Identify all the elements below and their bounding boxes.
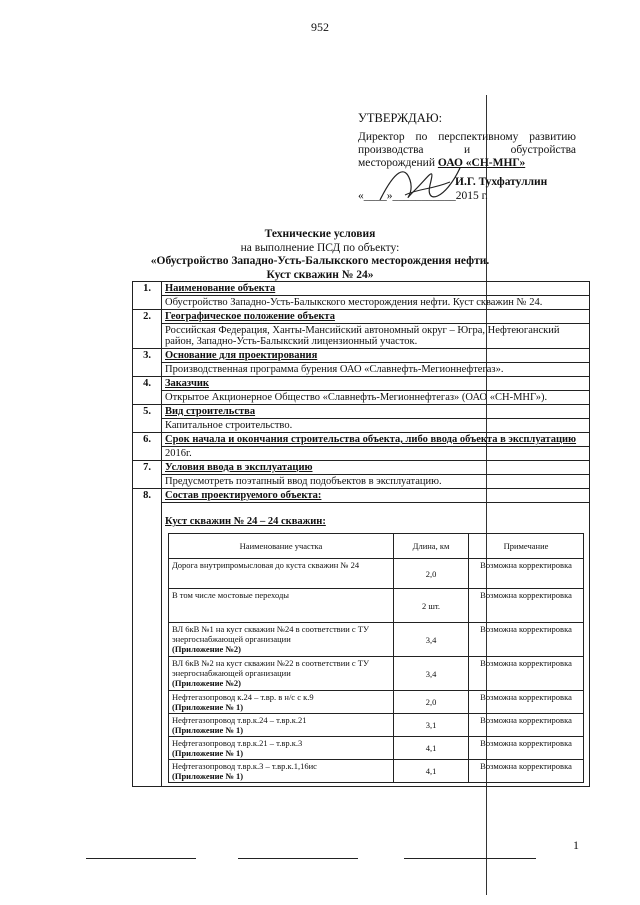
row-name: Нефтегазопровод т.вр.к.21 – т.вр.к.3 — [172, 738, 303, 748]
section-row-head — [133, 349, 590, 363]
footer-line — [86, 858, 196, 859]
section-row-head — [133, 461, 590, 475]
table-row — [169, 714, 584, 737]
approval-position-line2: производства и обустройства — [358, 144, 576, 156]
section-row-head — [133, 433, 590, 447]
row-name: Нефтегазопровод т.вр.к.24 – т.вр.к.21 — [172, 715, 307, 725]
section-row-head — [133, 282, 590, 296]
row-length: 2,0 — [394, 691, 469, 714]
title-line1: Технические условия — [264, 228, 376, 240]
footer-signature-lines — [86, 850, 566, 862]
section-heading: Условия ввода в эксплуатацию — [162, 461, 590, 475]
section-value: Капитальное строительство. — [162, 419, 590, 433]
section-row-value — [133, 296, 590, 310]
row-note: Возможна корректировка — [469, 691, 584, 714]
row-appendix: (Приложение № 1) — [172, 748, 244, 758]
col-header-name: Наименование участка — [169, 534, 394, 559]
section-row-head — [133, 405, 590, 419]
section-number: 5. — [133, 405, 162, 433]
section-row-head — [133, 377, 590, 391]
section-heading: Срок начала и окончания строительства объекта, либо ввода объекта в эксплуатацию — [162, 433, 590, 447]
row-name: Нефтегазопровод к.24 – т.вр. в н/с с к.9 — [172, 692, 314, 702]
well-pad-title: Куст скважин № 24 – 24 скважин: — [165, 516, 326, 527]
approval-position-line3: месторождений — [358, 157, 435, 169]
row-appendix: (Приложение №2) — [172, 644, 242, 654]
section-heading: Заказчик — [162, 377, 590, 391]
document-title — [80, 228, 560, 282]
row-appendix: (Приложение №2) — [172, 678, 242, 688]
approval-organization: ОАО «СН-МНГ» — [437, 157, 526, 169]
section-number: 1. — [133, 282, 162, 310]
row-length: 4,1 — [394, 760, 469, 783]
section-heading: Основание для проектирования — [162, 349, 590, 363]
section-value: 2016г. — [162, 447, 590, 461]
title-line3: «Обустройство Западно-Усть-Балыкского месторождения нефти. — [150, 255, 490, 267]
row-length: 2,0 — [394, 559, 469, 589]
section-value: Обустройство Западно-Усть-Балыкского месторождения нефти. Куст скважин № 24. — [162, 296, 590, 310]
row-length: 4,1 — [394, 737, 469, 760]
row-name: Нефтегазопровод т.вр.к.3 – т.вр.к.1,16ис — [172, 761, 317, 771]
section-value: Российская Федерация, Ханты-Мансийский автономный округ – Югра, Нефтеюганский район, Западно-Усть-Балыкский лицензионный участок. — [162, 324, 590, 349]
footer-line — [404, 858, 536, 859]
row-appendix: (Приложение № 1) — [172, 771, 244, 781]
row-note: Возможна корректировка — [469, 559, 584, 589]
section-value: Предусмотреть поэтапный ввод подобъектов в эксплуатацию. — [162, 475, 590, 489]
section-number: 8. — [133, 489, 162, 787]
row-appendix: (Приложение № 1) — [172, 725, 244, 735]
approval-header: УТВЕРЖДАЮ: — [358, 111, 443, 125]
section-number: 3. — [133, 349, 162, 377]
handwritten-signature — [375, 160, 465, 210]
row-note: Возможна корректировка — [469, 589, 584, 623]
row-length: 3,4 — [394, 657, 469, 691]
signer-name: И.Г. Тухфатуллин — [455, 176, 548, 188]
row-note: Возможна корректировка — [469, 714, 584, 737]
section-row-head — [133, 489, 590, 503]
table-row — [169, 657, 584, 691]
title-line2: на выполнение ПСД по объекту: — [240, 241, 400, 254]
row-name: В том числе мостовые переходы — [172, 590, 290, 600]
well-pad-header-row — [169, 534, 584, 559]
section-row-value — [133, 503, 590, 787]
row-name: ВЛ 6кВ №2 на куст скважин №22 в соответствии с ТУ энергоснабжающей организации — [172, 658, 370, 678]
row-note: Возможна корректировка — [469, 737, 584, 760]
well-pad-table — [168, 533, 584, 783]
approval-position-line1: Директор по перспективному развитию — [358, 131, 576, 143]
table-row — [169, 691, 584, 714]
section-row-value — [133, 419, 590, 433]
section-number: 7. — [133, 461, 162, 489]
section-row-value — [133, 447, 590, 461]
row-length: 3,1 — [394, 714, 469, 737]
row-length: 3,4 — [394, 623, 469, 657]
well-pad-composition — [162, 503, 590, 787]
section-value: Производственная программа бурения ОАО «Славнефть-Мегионнефтегаз». — [162, 363, 590, 377]
section-row-head — [133, 310, 590, 324]
table-row — [169, 760, 584, 783]
row-appendix: (Приложение № 1) — [172, 702, 244, 712]
table-row — [169, 589, 584, 623]
section-heading: Наименование объекта — [162, 282, 590, 296]
col-header-length: Длина, км — [394, 534, 469, 559]
row-name: Дорога внутрипромысловая до куста скважин № 24 — [172, 560, 360, 570]
col-header-note: Примечание — [469, 534, 584, 559]
row-note: Возможна корректировка — [469, 657, 584, 691]
section-heading: Состав проектируемого объекта: — [162, 489, 590, 503]
row-name: ВЛ 6кВ №1 на куст скважин №24 в соответствии с ТУ энергоснабжающей организации — [172, 624, 370, 644]
page-number: 952 — [311, 20, 329, 34]
section-number: 6. — [133, 433, 162, 461]
section-row-value — [133, 363, 590, 377]
table-row — [169, 737, 584, 760]
section-number: 4. — [133, 377, 162, 405]
specs-table — [132, 281, 590, 787]
table-row — [169, 623, 584, 657]
row-note: Возможна корректировка — [469, 623, 584, 657]
section-heading: Вид строительства — [162, 405, 590, 419]
section-row-value — [133, 391, 590, 405]
footer-page-number: 1 — [573, 838, 579, 852]
row-length: 2 шт. — [394, 589, 469, 623]
row-note: Возможна корректировка — [469, 760, 584, 783]
section-row-value — [133, 475, 590, 489]
title-line4: Куст скважин № 24» — [266, 268, 374, 281]
approval-date: «____»___________2015 г. — [358, 190, 488, 202]
section-number: 2. — [133, 310, 162, 349]
section-row-value — [133, 324, 590, 349]
footer-line — [238, 858, 358, 859]
section-heading: Географическое положение объекта — [162, 310, 590, 324]
table-row — [169, 559, 584, 589]
section-value: Открытое Акционерное Общество «Славнефть-Мегионнефтегаз» (ОАО «СН-МНГ»). — [162, 391, 590, 405]
